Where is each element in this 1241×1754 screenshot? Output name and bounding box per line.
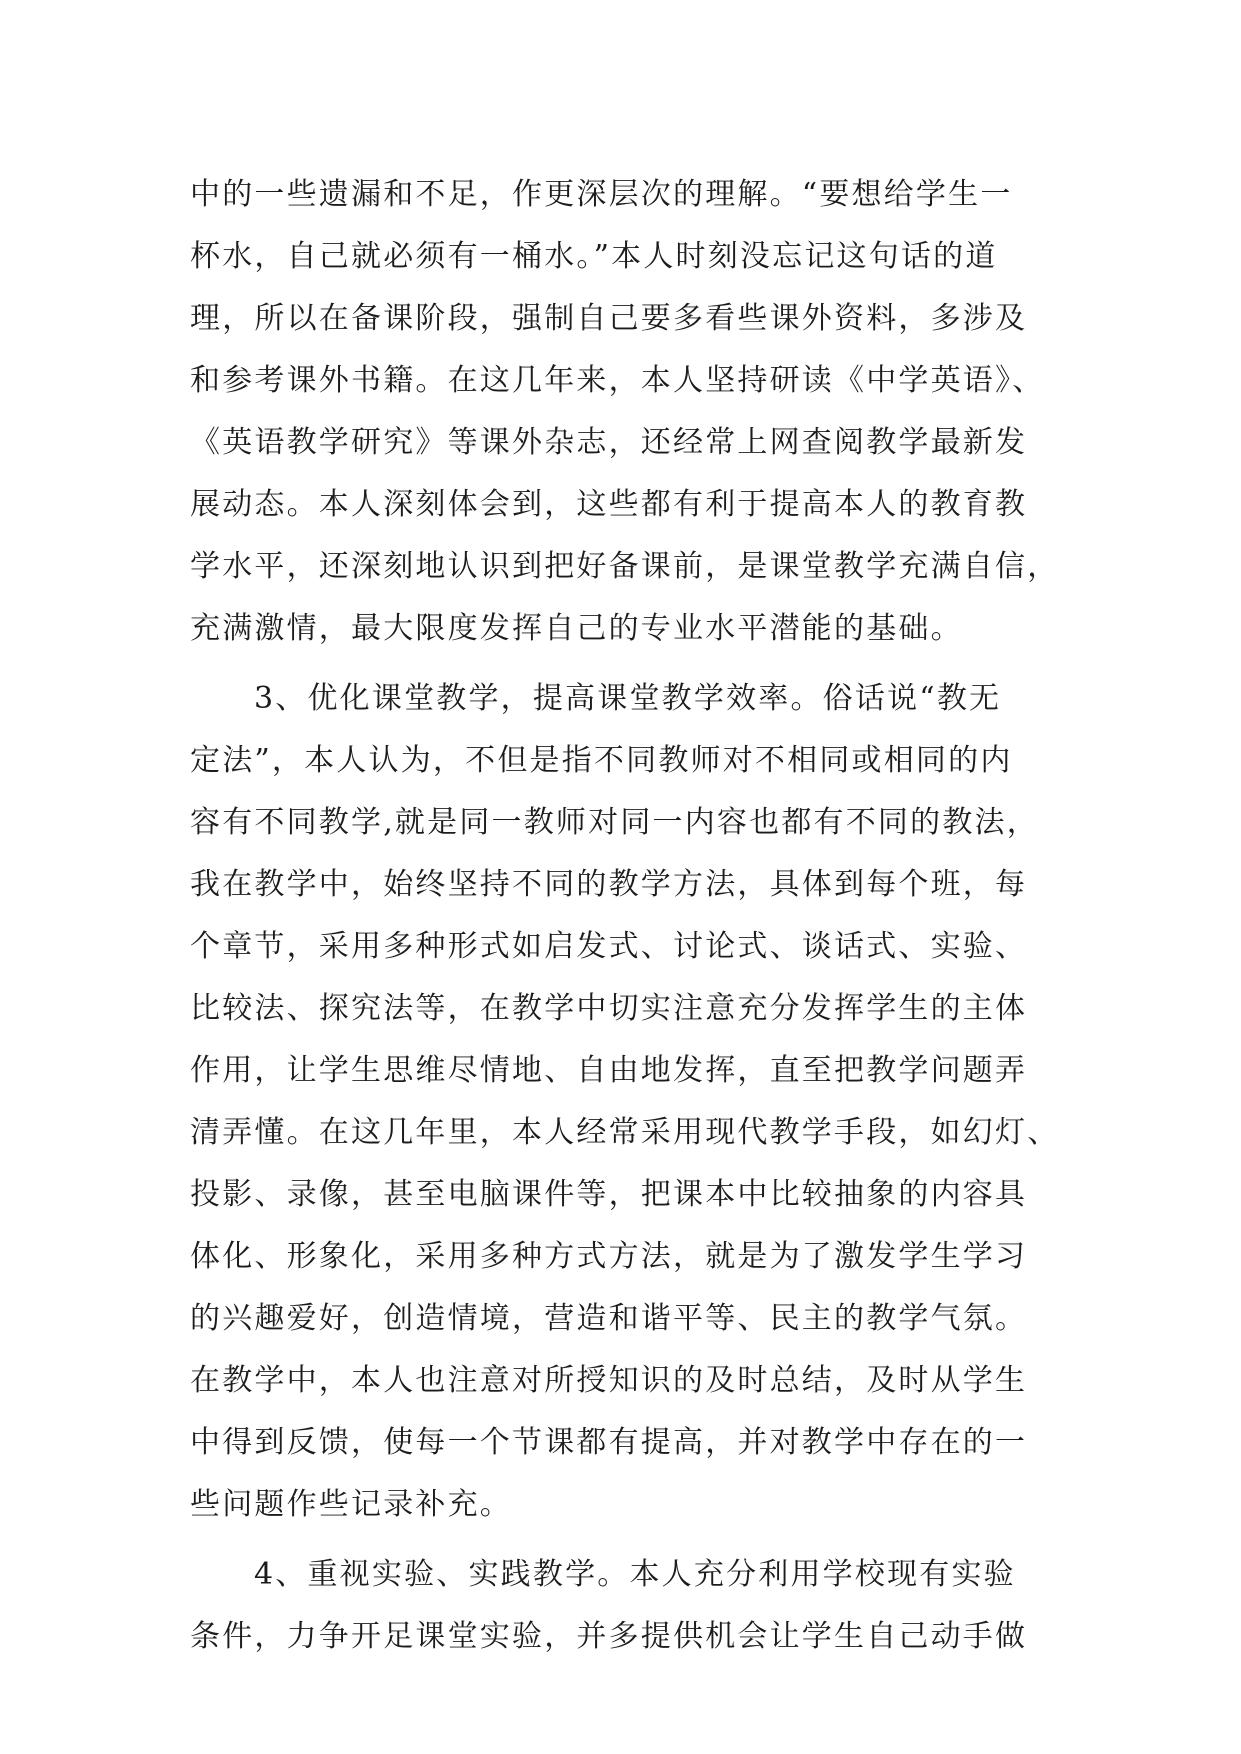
text-line: 清弄懂。在这几年里，本人经常采用现代教学手段，如幻灯、 [190, 1115, 1060, 1150]
text-line: 投影、录像，甚至电脑课件等，把课本中比较抽象的内容具 [190, 1177, 1028, 1212]
body-text [190, 164, 1060, 1668]
text-line: 中得到反馈，使每一个节课都有提高，并对教学中存在的一 [190, 1425, 1028, 1460]
text-line: 杯水，自己就必须有一桶水。”本人时刻没忘记这句话的道 [190, 239, 998, 274]
text-line: 体化、形象化，采用多种方式方法，就是为了激发学生学习 [190, 1239, 1028, 1274]
text-line: 些问题作些记录补充。 [190, 1487, 512, 1522]
text-line: 容有不同教学,就是同一教师对同一内容也都有不同的教法， [190, 805, 1039, 840]
text-line: 充满激情，最大限度发挥自己的专业水平潜能的基础。 [190, 611, 963, 646]
text-line: 条件，力争开足课堂实验，并多提供机会让学生自己动手做 [190, 1619, 1028, 1654]
text-line: 定法”，本人认为，不但是指不同教师对不相同或相同的内 [190, 743, 1013, 778]
text-line: 《英语教学研究》等课外杂志，还经常上网查阅教学最新发 [190, 425, 1028, 460]
text-line: 和参考课外书籍。在这几年来，本人坚持研读《中学英语》、 [190, 363, 1045, 398]
text-line: 比较法、探究法等，在教学中切实注意充分发挥学生的主体 [190, 991, 1028, 1026]
text-line: 我在教学中，始终坚持不同的教学方法，具体到每个班，每 [190, 867, 1028, 902]
paragraph-first-line: 3、优化课堂教学，提高课堂教学效率。俗话说“教无 [254, 681, 1002, 716]
text-line: 在教学中，本人也注意对所授知识的及时总结，及时从学生 [190, 1363, 1028, 1398]
text-line: 作用，让学生思维尽情地、自由地发挥，直至把教学问题弄 [190, 1053, 1028, 1088]
text-line: 中的一些遗漏和不足，作更深层次的理解。“要想给学生一 [190, 177, 1013, 212]
text-line: 个章节，采用多种形式如启发式、讨论式、谈话式、实验、 [190, 929, 1028, 964]
text-line: 学水平，还深刻地认识到把好备课前，是课堂教学充满自信， [190, 549, 1060, 584]
paragraph-first-line: 4、重视实验、实践教学。本人充分利用学校现有实验 [254, 1557, 1016, 1592]
text-line: 展动态。本人深刻体会到，这些都有利于提高本人的教育教 [190, 487, 1028, 522]
text-line: 的兴趣爱好，创造情境，营造和谐平等、民主的教学气氛。 [190, 1301, 1028, 1336]
text-line: 理，所以在备课阶段，强制自己要多看些课外资料，多涉及 [190, 301, 1028, 336]
